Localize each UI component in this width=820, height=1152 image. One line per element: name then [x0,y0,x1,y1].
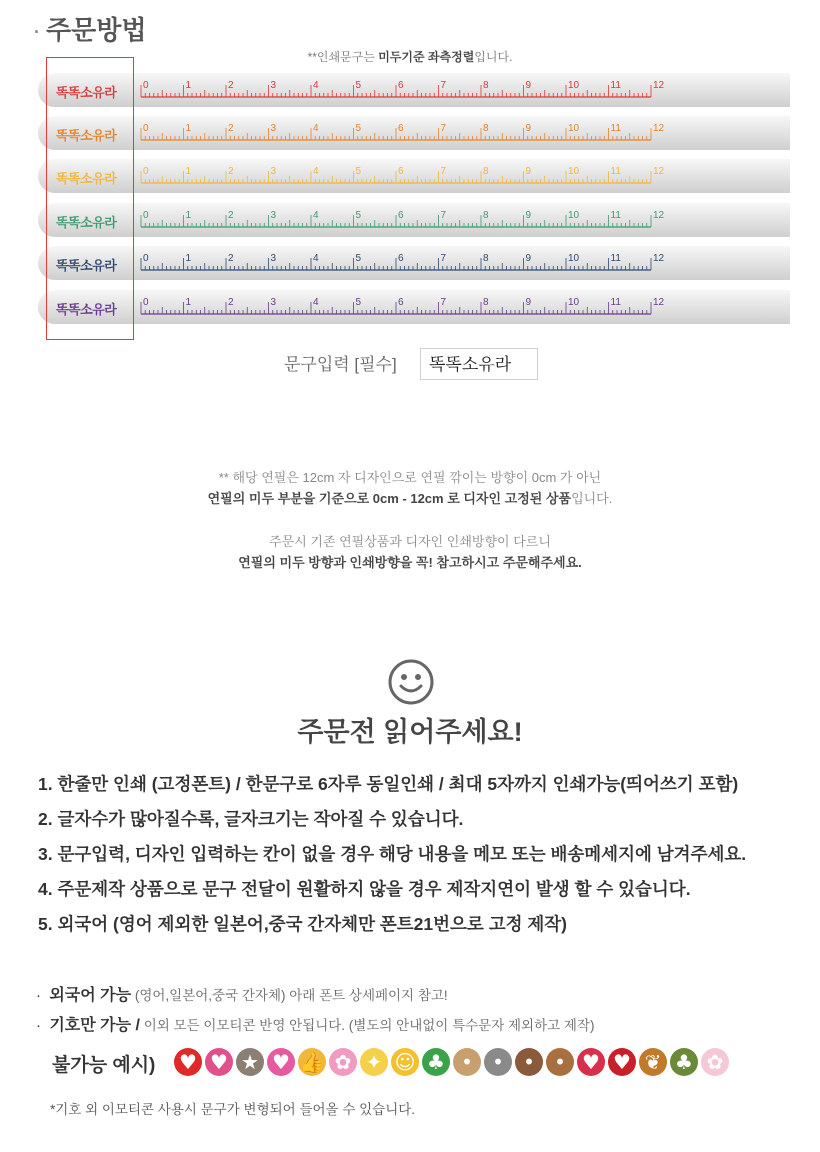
cat-emoji: • [484,1048,512,1076]
heart-emoji: ♥ [174,1048,202,1076]
clover-emoji: ♣ [422,1048,450,1076]
two-hearts-emoji: ♥ [577,1048,605,1076]
ruler-number: 9 [525,123,532,134]
ruler-number: 11 [610,210,621,221]
page-title [34,10,146,47]
ruler-number: 4 [313,123,319,134]
ruler-number: 11 [610,123,621,134]
ruler-number: 0 [143,253,149,264]
ruler-number: 1 [185,210,192,221]
bullet-light: 이외 모든 이모티콘 반영 안됩니다. (별도의 안내없이 특수문자 제외하고 제작) [139,1018,595,1033]
ruler-number: 1 [185,166,192,177]
rule-item: 5. 외국어 (영어 제외한 일본어,중국 간자체만 폰트21번으로 고정 제작) [38,914,568,934]
ruler-number: 9 [525,253,532,264]
phrase-input[interactable]: 똑똑소유라 [420,348,538,380]
ruler-number: 7 [440,210,447,221]
info2-line1: 주문시 기존 연필상품과 디자인 인쇄방향이 다르니 [269,534,551,549]
ruler-number: 11 [610,166,621,177]
ruler-number: 11 [610,80,621,91]
ruler-number: 1 [185,123,192,134]
ruler-number: 5 [355,80,362,91]
ruler-number: 4 [313,166,319,177]
bullet-mark: · [36,987,41,1004]
ruler-number: 10 [568,210,580,221]
sparkling-hearts-emoji: ♥ [267,1048,295,1076]
monkey-emoji: • [546,1048,574,1076]
ruler-scale [138,292,668,322]
star-emoji: ★ [236,1048,264,1076]
heart-gift-emoji: ♥ [608,1048,636,1076]
dog-emoji: • [453,1048,481,1076]
ruler-number: 6 [398,253,404,264]
ruler-number: 2 [228,166,234,177]
ruler-number: 2 [228,80,234,91]
bullet-foreign-language [36,982,595,1012]
ruler-number: 0 [143,166,149,177]
ruler-number: 8 [483,297,489,308]
herb-emoji: ♣ [670,1048,698,1076]
ruler-number: 9 [525,80,532,91]
note-strong: 미두기준 좌측정렬 [378,50,475,64]
order-direction-info [0,531,820,573]
ruler-scale [138,118,668,148]
cupid-heart-emoji: ♥ [205,1048,233,1076]
note-pre: **인쇄문구는 [307,50,379,64]
design-direction-info [0,467,820,509]
ruler-number: 0 [143,80,149,91]
ruler-number: 10 [568,253,580,264]
bullet-symbols-only [36,1012,595,1042]
ruler-number: 4 [313,210,319,221]
ruler-number: 5 [355,166,362,177]
ruler-number: 9 [525,166,532,177]
ruler-number: 1 [185,80,192,91]
bullet-strong: 외국어 가능 [49,987,132,1004]
pencil-row [38,246,790,280]
pencil-row [38,116,790,150]
bullet-light: (영어,일본어,중국 간자체) 아래 폰트 상세페이지 참고! [131,988,448,1003]
ruler-number: 3 [270,210,277,221]
ruler-number: 5 [355,210,362,221]
ruler-number: 1 [185,297,192,308]
title-bullet: · [34,21,40,42]
pencil-row [38,73,790,107]
not-allowed-emoji-list [174,1048,729,1076]
ruler-number: 8 [483,210,489,221]
ruler-number: 6 [398,123,404,134]
ruler-number: 5 [355,297,362,308]
ruler-scale [138,248,668,278]
ruler-number: 12 [653,166,665,177]
ruler-number: 4 [313,297,319,308]
ruler-number: 1 [185,253,192,264]
ruler-number: 3 [270,253,277,264]
notice-bullets [36,982,595,1042]
ruler-scale [138,161,668,191]
info1-line2 [0,488,820,509]
notice-heading: 주문전 읽어주세요! [297,717,523,747]
ruler-number: 0 [143,297,149,308]
ruler-number: 0 [143,123,149,134]
info2-line2-strong: 연필의 미두 방향과 인쇄방향을 꼭! 참고하시고 주문해주세요. [238,555,582,570]
ruler-number: 2 [228,253,234,264]
ruler-number: 10 [568,80,580,91]
ruler-number: 8 [483,123,489,134]
smiley-icon [387,658,435,706]
pencil-row [38,159,790,193]
ruler-number: 12 [653,297,665,308]
order-rules-list [38,772,746,947]
pencil-label: 똑똑소유라 [56,85,117,100]
rule-item: 1. 한줄만 인쇄 (고정폰트) / 한문구로 6자루 동일인쇄 / 최대 5자까지 인쇄가능(띄어쓰기 포함) [38,774,739,794]
ruler-number: 2 [228,123,234,134]
ruler-number: 4 [313,253,319,264]
ruler-number: 2 [228,297,234,308]
glowing-star-emoji: ✦ [360,1048,388,1076]
ruler-number: 3 [270,123,277,134]
thumbs-up-emoji: 👍 [299,1050,325,1074]
pencil-label: 똑똑소유라 [56,215,117,230]
note-post: 입니다. [474,50,513,64]
bullet-mark: · [36,1017,41,1034]
ruler-number: 7 [440,80,447,91]
ruler-number: 6 [398,166,404,177]
blossom-emoji: ✿ [701,1048,729,1076]
pencil-label: 똑똑소유라 [56,258,117,273]
rule-item: 3. 문구입력, 디자인 입력하는 칸이 없을 경우 해당 내용을 메모 또는 배송메세지에 남겨주세요. [38,844,747,864]
ruler-number: 5 [355,123,362,134]
info1-line2-post: 입니다. [571,491,613,506]
bullet-strong: 기호만 가능 / [49,1017,140,1034]
ruler-number: 6 [398,210,404,221]
pencil-label: 똑똑소유라 [56,128,117,143]
ruler-number: 10 [568,297,580,308]
pencil-row [38,290,790,324]
ruler-number: 11 [610,297,621,308]
ruler-number: 8 [483,80,489,91]
ruler-number: 10 [568,166,580,177]
grin-emoji: ☺ [391,1048,419,1076]
rule-item: 2. 글자수가 많아질수록, 글자크기는 작아질 수 있습니다. [38,809,464,829]
flower-emoji: ✿ [329,1048,357,1076]
rule-item: 4. 주문제작 상품으로 문구 전달이 원활하지 않을 경우 제작지연이 발생 할 수 있습니다. [38,879,691,899]
page-title-text: 주문방법 [46,15,147,45]
ruler-number: 9 [525,210,532,221]
pencil-label: 똑똑소유라 [56,302,117,317]
ruler-scale [138,75,668,105]
ruler-number: 12 [653,210,665,221]
ruler-number: 4 [313,80,319,91]
ruler-number: 12 [653,253,665,264]
ruler-number: 3 [270,297,277,308]
ruler-number: 8 [483,253,489,264]
pencil-row [38,203,790,237]
ruler-number: 3 [270,166,277,177]
ruler-number: 7 [440,123,447,134]
info1-line2-strong: 연필의 미두 부분을 기준으로 0cm - 12cm 로 디자인 고정된 상품 [207,491,572,506]
ruler-number: 12 [653,123,665,134]
ruler-number: 7 [440,297,447,308]
not-allowed-example-label: 불가능 예시) [52,1055,156,1076]
ruler-number: 6 [398,80,404,91]
info2-line2 [0,552,820,573]
ruler-number: 7 [440,166,447,177]
ruler-number: 5 [355,253,362,264]
info1-line1: ** 해당 연필은 12cm 자 디자인으로 연필 깎이는 방향이 0cm 가 아닌 [218,470,602,485]
ruler-number: 2 [228,210,234,221]
ruler-number: 8 [483,166,489,177]
phrase-input-label: 문구입력 [필수] [284,355,397,374]
leaf-emoji: ❦ [639,1048,667,1076]
pencil-label: 똑똑소유라 [56,171,117,186]
bear-emoji: • [515,1048,543,1076]
emoji-footnote: *기호 외 이모티콘 사용시 문구가 변형되어 들어올 수 있습니다. [50,1102,416,1117]
ruler-number: 9 [525,297,532,308]
ruler-number: 12 [653,80,665,91]
ruler-number: 3 [270,80,277,91]
ruler-number: 6 [398,297,404,308]
ruler-number: 7 [440,253,447,264]
ruler-scale [138,205,668,235]
ruler-number: 10 [568,123,580,134]
ruler-number: 11 [610,253,621,264]
ruler-number: 0 [143,210,149,221]
print-area-highlight [46,57,134,340]
